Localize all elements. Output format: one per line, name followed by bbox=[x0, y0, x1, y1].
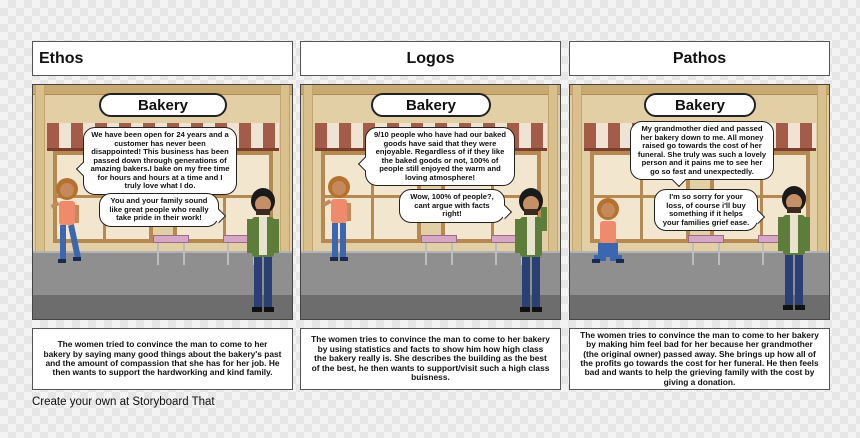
title-text: Ethos bbox=[39, 49, 84, 67]
bubble-text: 9/10 people who have had our baked goods have said that they were enjoyable. Regardless of if they like the baked goods or not, 100% of people still enjoyed the warm and loving atmosphere! bbox=[373, 130, 507, 182]
bubble-text: I'm so sorry for your loss, of course i'll buy something if it helps your families grief ease. bbox=[662, 192, 750, 227]
caption-text: The women tries to convince the man to come to her bakery by making him feel bad for her because her grandmother (the original owner) passed away. She brings up how all of the profits go towards the cost for her funeral. He then feels bad and wants to help the grieving family with the cost by giving a donation. bbox=[580, 329, 819, 387]
title-text: Logos bbox=[406, 49, 455, 67]
chair bbox=[421, 235, 457, 243]
speech-bubble-woman bbox=[365, 127, 515, 186]
man-character bbox=[511, 187, 551, 317]
woman-character bbox=[47, 177, 87, 269]
panel-caption-logos bbox=[300, 328, 561, 390]
chair bbox=[153, 235, 189, 243]
panel-caption-pathos bbox=[569, 328, 830, 390]
woman-character-kneeling bbox=[588, 197, 628, 269]
man-character bbox=[243, 187, 283, 317]
man-character bbox=[774, 185, 814, 315]
chair bbox=[688, 235, 724, 243]
bakery-sign bbox=[371, 93, 491, 117]
bubble-text: My grandmother died and passed her bakery down to me. All money raised go towards the cost of her funeral. She truly was such a lovely person and it pains me to see her go so fast and unexpectedly. bbox=[637, 124, 767, 176]
bubble-text: Wow, 100% of people?, cant argue with facts right! bbox=[410, 192, 494, 218]
woman-character bbox=[319, 175, 359, 267]
sign-text: Bakery bbox=[405, 96, 457, 114]
sign-text: Bakery bbox=[137, 96, 189, 114]
comic-panel-pathos bbox=[569, 84, 830, 320]
pillar bbox=[35, 85, 45, 260]
speech-bubble-woman bbox=[630, 121, 774, 180]
caption-text: The women tried to convince the man to come to her bakery by saying many good things about the bakery's past and the amount of compassion that she has for her job. He then wants to support the hardworking and kind family. bbox=[43, 339, 282, 378]
bubble-text: We have been open for 24 years and a customer has never been disappointed! This business has been passed down through generations of amazing bakers.I bake on my free time for hours and hours at a time and I truly love what I do. bbox=[90, 130, 230, 190]
speech-bubble-man bbox=[654, 189, 758, 231]
speech-bubble-man bbox=[399, 189, 505, 223]
sign-text: Bakery bbox=[674, 96, 726, 114]
speech-bubble-woman bbox=[83, 127, 237, 195]
footer-text: Create your own at Storyboard That bbox=[32, 396, 215, 408]
speech-bubble-man bbox=[99, 193, 219, 227]
bakery-sign bbox=[644, 93, 756, 117]
panel-title-pathos bbox=[569, 41, 830, 76]
title-text: Pathos bbox=[672, 49, 727, 67]
caption-text: The women tries to convince the man to come to her bakery by using statistics and facts to show him how high class the bakery really is. She describes the building as the best of the best, he then wants to support/visit such a high class buisness. bbox=[311, 334, 550, 383]
bakery-sign bbox=[99, 93, 227, 117]
panel-title-ethos bbox=[32, 41, 293, 76]
panel-title-logos bbox=[300, 41, 561, 76]
panel-caption-ethos bbox=[32, 328, 293, 390]
bubble-text: You and your family sound like great people who really take pride in their work! bbox=[109, 196, 209, 222]
comic-panel-ethos bbox=[32, 84, 293, 320]
comic-panel-logos bbox=[300, 84, 561, 320]
footer-promo-link[interactable] bbox=[32, 396, 215, 408]
